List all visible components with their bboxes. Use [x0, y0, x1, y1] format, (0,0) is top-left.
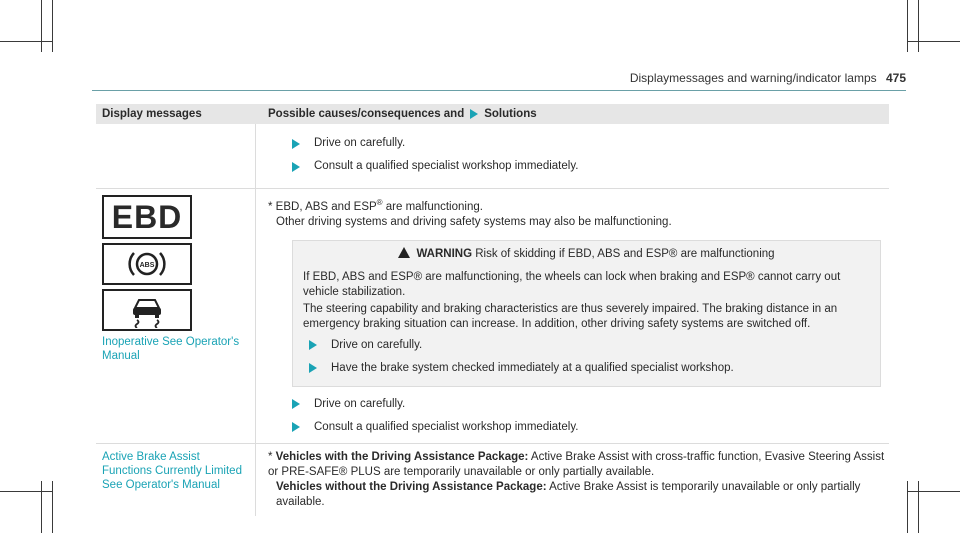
crop-mark — [0, 491, 52, 492]
step-text: Drive on carefully. — [331, 338, 423, 351]
crop-mark — [907, 0, 908, 52]
arrow-icon — [292, 422, 300, 432]
page-number: 475 — [885, 71, 906, 85]
table-header — [96, 104, 889, 124]
crop-mark — [41, 0, 42, 52]
col-header-display-messages: Display messages — [102, 108, 202, 120]
step-text: Drive on carefully. — [314, 397, 406, 410]
crop-mark — [918, 0, 919, 52]
table-row — [96, 124, 889, 189]
registered-mark: ® — [376, 198, 383, 207]
solution-step — [292, 397, 889, 412]
warning-label: WARNING — [416, 247, 473, 260]
abs-icon — [102, 243, 192, 285]
step-text: Have the brake system checked immediately at a qualified specialist workshop. — [331, 361, 734, 374]
package-label: Vehicles without the Driving Assistance Package: — [276, 480, 547, 493]
table-row — [96, 189, 889, 444]
running-header — [630, 71, 906, 85]
crop-mark — [908, 491, 960, 492]
crop-mark — [41, 481, 42, 533]
cause-text: Active Brake Assist with cross-traffic function, Evasive Steering Assist or PRE-SAFE® PLUS are temporarily unavailable or only partially available. — [268, 450, 885, 478]
crop-mark — [52, 481, 53, 533]
cause-paragraph: * Vehicles with the Driving Assistance Package: Active Brake Assist with cross-traffic function, Evasive Steering Assist or PRE-SAFE® PLUS are temporarily unavailable or only partially available. — [268, 450, 885, 478]
section-title: Displaymessages and warning/indicator lamps — [629, 71, 877, 85]
col-header-causes-text: Possible causes/consequences and — [268, 108, 465, 120]
col-header-solutions-text: Solutions — [484, 108, 537, 120]
messages-table — [96, 104, 889, 516]
message-label: Inoperative See Operator's Manual — [102, 336, 240, 362]
cause-text: are malfunctioning. — [382, 200, 483, 213]
step-text: Consult a qualified specialist workshop immediately. — [314, 420, 579, 433]
cause-line: Other driving systems and driving safety systems may also be malfunctioning. — [276, 215, 672, 228]
causes-cell — [256, 189, 889, 443]
abs-icon-text: ABS — [139, 262, 155, 269]
cause-line — [268, 195, 889, 215]
display-message-cell — [96, 189, 256, 443]
causes-cell — [256, 124, 889, 188]
crop-mark — [907, 481, 908, 533]
ebd-icon: EBD — [102, 195, 192, 239]
package-label: Vehicles with the Driving Assistance Package: — [275, 450, 529, 463]
arrow-icon — [292, 399, 300, 409]
step-text: Drive on carefully. — [314, 137, 406, 149]
warning-subject: Risk of skidding if EBD, ABS and ESP® are malfunctioning — [475, 247, 775, 260]
crop-mark — [918, 481, 919, 533]
arrow-icon — [292, 162, 300, 172]
warning-paragraph: If EBD, ABS and ESP® are malfunctioning, the wheels can lock when braking and ESP® cannot carry out vehicle stabilization. — [303, 270, 841, 298]
crop-mark — [52, 0, 53, 52]
header-rule — [92, 90, 906, 91]
warning-paragraph: The steering capability and braking characteristics are thus severely impaired. The braking distance in an emergency braking situation can increase. In addition, other driving safety systems are switched off. — [303, 302, 838, 330]
solution-step — [292, 420, 889, 435]
solution-step — [292, 136, 889, 151]
arrow-icon — [292, 139, 300, 149]
solution-step — [309, 338, 870, 353]
col-header-causes — [256, 108, 889, 120]
crop-mark — [0, 41, 52, 42]
skid-car-icon — [102, 289, 192, 331]
solution-step — [292, 159, 889, 174]
warning-box — [292, 240, 881, 387]
crop-mark — [908, 41, 960, 42]
warning-icon — [398, 247, 410, 258]
causes-cell — [256, 444, 889, 516]
cause-text: * EBD, ABS and ESP — [268, 200, 377, 213]
solution-step — [309, 361, 870, 376]
arrow-icon — [309, 340, 317, 350]
cause-paragraph — [268, 480, 889, 510]
cause-text: Active Brake Assist is temporarily unavailable or only partially available. — [276, 480, 861, 508]
step-text: Consult a qualified specialist workshop immediately. — [314, 160, 579, 172]
arrow-icon — [470, 109, 478, 119]
table-row — [96, 444, 889, 516]
display-message-cell — [96, 124, 256, 188]
arrow-icon — [309, 363, 317, 373]
message-label: Active Brake Assist Functions Currently Limited See Operator's Manual — [102, 450, 242, 491]
display-message-cell — [96, 444, 256, 516]
warning-title — [303, 247, 870, 262]
